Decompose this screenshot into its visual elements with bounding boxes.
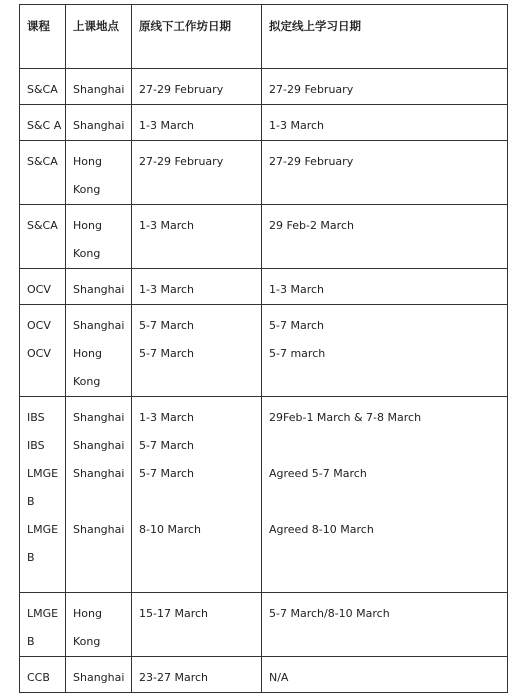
course-cell: OCV OCV <box>20 305 66 397</box>
location-cell: Shanghai <box>66 105 132 141</box>
original-date-cell: 1-3 March <box>132 205 262 269</box>
online-date-cell: 1-3 March <box>262 105 508 141</box>
location-cell: Shanghai <box>66 657 132 693</box>
online-date-cell: 27-29 February <box>262 141 508 205</box>
original-date-cell: 27-29 February <box>132 69 262 105</box>
table-row <box>20 397 508 593</box>
table-row <box>20 305 508 397</box>
course-cell: OCV <box>20 269 66 305</box>
online-date-cell: 5-7 March/8-10 March <box>262 593 508 657</box>
schedule-table <box>19 4 508 693</box>
online-date-cell: 5-7 March 5-7 march <box>262 305 508 397</box>
table-row <box>20 141 508 205</box>
online-date-cell: 27-29 February <box>262 69 508 105</box>
course-cell: S&CA <box>20 205 66 269</box>
header-original-dates: 原线下工作坊日期 <box>132 5 262 69</box>
course-cell: S&C A <box>20 105 66 141</box>
original-date-cell: 15-17 March <box>132 593 262 657</box>
header-location: 上课地点 <box>66 5 132 69</box>
course-cell: LMGE B <box>20 593 66 657</box>
location-cell: Shanghai <box>66 269 132 305</box>
online-date-cell: 29 Feb-2 March <box>262 205 508 269</box>
original-date-cell: 1-3 March <box>132 105 262 141</box>
location-cell: Hong Kong <box>66 141 132 205</box>
online-date-cell: 29Feb-1 March & 7-8 March Agreed 5-7 March Agreed 8-10 March <box>262 397 508 593</box>
location-cell: Hong Kong <box>66 205 132 269</box>
course-cell: IBS IBS LMGE B LMGE B <box>20 397 66 593</box>
table-row <box>20 205 508 269</box>
original-date-cell: 23-27 March <box>132 657 262 693</box>
course-cell: S&CA <box>20 69 66 105</box>
schedule-document <box>19 4 507 684</box>
table-row <box>20 593 508 657</box>
table-row <box>20 269 508 305</box>
original-date-cell: 1-3 March 5-7 March 5-7 March 8-10 March <box>132 397 262 593</box>
location-cell: Shanghai Shanghai Shanghai Shanghai <box>66 397 132 593</box>
original-date-cell: 1-3 March <box>132 269 262 305</box>
location-cell: Shanghai <box>66 69 132 105</box>
original-date-cell: 27-29 February <box>132 141 262 205</box>
table-row <box>20 105 508 141</box>
header-online-dates: 拟定线上学习日期 <box>262 5 508 69</box>
online-date-cell: 1-3 March <box>262 269 508 305</box>
location-cell: Shanghai Hong Kong <box>66 305 132 397</box>
table-row <box>20 69 508 105</box>
online-date-cell: N/A <box>262 657 508 693</box>
location-cell: Hong Kong <box>66 593 132 657</box>
table-row <box>20 657 508 693</box>
course-cell: S&CA <box>20 141 66 205</box>
header-course: 课程 <box>20 5 66 69</box>
course-cell: CCB <box>20 657 66 693</box>
header-row <box>20 5 508 69</box>
original-date-cell: 5-7 March 5-7 March <box>132 305 262 397</box>
